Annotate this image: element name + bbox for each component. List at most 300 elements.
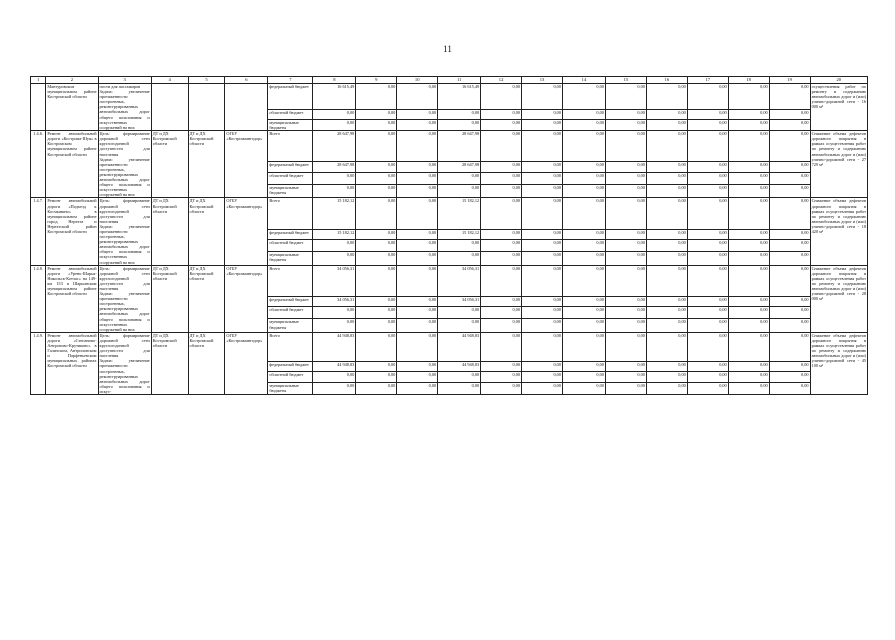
amount-cell: 0,00 [481, 382, 522, 394]
column-number: 19 [769, 77, 810, 84]
amount-cell: 0,00 [562, 240, 605, 252]
amount-cell: 0,00 [769, 332, 810, 361]
amount-cell: 44 948,83 [438, 361, 481, 371]
amount-cell: 0,00 [313, 120, 356, 131]
amount-cell: 0,00 [397, 240, 438, 252]
amount-cell: 0,00 [522, 307, 563, 319]
amount-cell: 0,00 [562, 371, 605, 382]
amount-cell: 0,00 [769, 162, 810, 173]
amount-cell: 0,00 [356, 198, 397, 229]
amount-cell: 0,00 [646, 332, 687, 361]
amount-cell: 0,00 [313, 382, 356, 394]
amount-cell: 0,00 [481, 131, 522, 162]
amount-cell: 0,00 [438, 110, 481, 120]
amount-cell: 0,00 [522, 131, 563, 162]
amount-cell: 0,00 [481, 240, 522, 252]
amount-cell: 0,00 [728, 252, 769, 265]
funding-source: областной бюджет [268, 110, 313, 120]
amount-cell: 0,00 [646, 131, 687, 162]
amount-cell: 0,00 [769, 371, 810, 382]
column-number: 16 [646, 77, 687, 84]
amount-cell: 16 615,49 [438, 84, 481, 110]
amount-cell: 0,00 [397, 162, 438, 173]
funding-source: Всего [268, 198, 313, 229]
participant-cell: ОГБУ «Костромаавтодор» [225, 198, 268, 265]
amount-cell: 0,00 [522, 382, 563, 394]
table-row [31, 84, 868, 110]
funding-source: Всего [268, 332, 313, 361]
amount-cell: 0,00 [728, 120, 769, 131]
amount-cell: 0,00 [313, 319, 356, 332]
amount-cell: 0,00 [687, 198, 728, 229]
amount-cell: 0,00 [605, 229, 646, 240]
amount-cell: 0,00 [356, 173, 397, 185]
column-number: 13 [522, 77, 563, 84]
amount-cell: 0,00 [687, 131, 728, 162]
amount-cell: 0,00 [356, 229, 397, 240]
amount-cell: 0,00 [728, 185, 769, 198]
amount-cell: 44 948,83 [438, 332, 481, 361]
amount-cell: 0,00 [313, 173, 356, 185]
amount-cell: 0,00 [769, 131, 810, 162]
amount-cell: 0,00 [769, 240, 810, 252]
item-number-cell: 1.4.8. [31, 265, 46, 332]
column-number: 17 [687, 77, 728, 84]
goal-text: Цель: формирование дорожной сети круглогодичной доступности для населения [99, 332, 150, 359]
amount-cell: 0,00 [646, 296, 687, 307]
amount-cell: 0,00 [397, 173, 438, 185]
amount-cell: 0,00 [522, 84, 563, 110]
amount-cell: 0,00 [356, 185, 397, 198]
amount-cell: 0,00 [769, 84, 810, 110]
amount-cell: 0,00 [646, 229, 687, 240]
funding-source: областной бюджет [268, 371, 313, 382]
column-number: 10 [397, 77, 438, 84]
amount-cell: 0,00 [562, 131, 605, 162]
coexecutor-cell: ДТ и ДХ Костромской области [188, 131, 225, 198]
amount-cell: 0,00 [562, 307, 605, 319]
amount-cell: 0,00 [605, 240, 646, 252]
amount-cell: 0,00 [397, 84, 438, 110]
amount-cell: 0,00 [605, 198, 646, 229]
amount-cell: 0,00 [481, 319, 522, 332]
task-text: Задача: увеличение протяженности построенных, реконструированных автомобильных дорог общего пользования и искусственных сооружений на них [99, 156, 150, 198]
amount-cell: 0,00 [769, 307, 810, 319]
amount-cell: 0,00 [562, 332, 605, 361]
column-number: 9 [356, 77, 397, 84]
goal-task-cell [98, 131, 151, 198]
amount-cell: 0,00 [605, 252, 646, 265]
amount-cell: 0,00 [728, 319, 769, 332]
amount-cell: 0,00 [728, 265, 769, 296]
item-name-cell: Ремонт автомобильной дороги «Урень-Шарья-Никольск-Котлас» на 149-км 153 в Шарьинском муниципальном районе Костромской области [46, 265, 98, 332]
result-cell: осуществления работ по ремонту и содержанию автомобильных дорог и (или) улично-дорожной сети - 16 000 м² [810, 84, 867, 131]
amount-cell: 0,00 [438, 240, 481, 252]
amount-cell: 0,00 [728, 131, 769, 162]
amount-cell: 0,00 [769, 252, 810, 265]
amount-cell: 0,00 [728, 382, 769, 394]
amount-cell: 0,00 [522, 185, 563, 198]
amount-cell: 0,00 [646, 382, 687, 394]
column-number: 4 [151, 77, 188, 84]
amount-cell: 0,00 [522, 332, 563, 361]
amount-cell: 0,00 [562, 296, 605, 307]
amount-cell: 0,00 [728, 173, 769, 185]
amount-cell: 0,00 [522, 173, 563, 185]
amount-cell: 0,00 [562, 265, 605, 296]
amount-cell: 0,00 [522, 110, 563, 120]
amount-cell: 0,00 [646, 307, 687, 319]
amount-cell: 0,00 [687, 265, 728, 296]
amount-cell: 0,00 [605, 332, 646, 361]
amount-cell: 0,00 [481, 84, 522, 110]
amount-cell: 0,00 [687, 296, 728, 307]
amount-cell: 0,00 [687, 307, 728, 319]
goal-text: пости для пассажиров [99, 84, 141, 89]
amount-cell: 0,00 [522, 229, 563, 240]
amount-cell: 15 182,12 [313, 198, 356, 229]
amount-cell: 0,00 [605, 296, 646, 307]
funding-source: муниципальные бюджеты [268, 319, 313, 332]
goal-task-cell [98, 198, 151, 265]
amount-cell: 28 647,98 [438, 162, 481, 173]
amount-cell: 0,00 [356, 296, 397, 307]
program-table [30, 76, 868, 395]
amount-cell: 0,00 [313, 252, 356, 265]
goal-text: Цель: формирование дорожной сети круглогодичной доступности для населения [99, 131, 150, 157]
amount-cell: 0,00 [687, 319, 728, 332]
goal-task-cell [98, 84, 151, 131]
amount-cell: 44 948,83 [313, 332, 356, 361]
responsible-cell: ДТ и ДХ Костромской области [151, 198, 188, 265]
amount-cell: 0,00 [356, 332, 397, 361]
amount-cell: 0,00 [769, 361, 810, 371]
column-number: 8 [313, 77, 356, 84]
amount-cell: 0,00 [481, 332, 522, 361]
amount-cell: 0,00 [605, 173, 646, 185]
column-number: 20 [810, 77, 867, 84]
item-number-cell [31, 84, 46, 131]
amount-cell: 0,00 [313, 110, 356, 120]
item-name-cell: Ремонт автомобильной дороги «Кострома-Шуя» в Костромском муниципальном районе Костромской области [46, 131, 98, 198]
amount-cell: 0,00 [687, 173, 728, 185]
table-row [31, 131, 868, 162]
column-number: 15 [605, 77, 646, 84]
amount-cell: 0,00 [646, 162, 687, 173]
amount-cell: 0,00 [562, 110, 605, 120]
amount-cell: 0,00 [562, 361, 605, 371]
amount-cell: 0,00 [605, 110, 646, 120]
amount-cell: 0,00 [646, 240, 687, 252]
amount-cell: 0,00 [481, 252, 522, 265]
amount-cell: 0,00 [562, 198, 605, 229]
item-name-cell: Ремонт автомобильной дороги «Подъезд к Космынино» в муниципальном районе город Нерехта и Нерехтский район Костромской области [46, 198, 98, 265]
funding-source: муниципальные бюджеты [268, 185, 313, 198]
funding-source: муниципальные бюджеты [268, 120, 313, 131]
table-row [31, 332, 868, 361]
amount-cell: 0,00 [356, 382, 397, 394]
coexecutor-cell: ДТ и ДХ Костромской области [188, 265, 225, 332]
amount-cell: 0,00 [522, 198, 563, 229]
amount-cell: 0,00 [687, 229, 728, 240]
amount-cell: 0,00 [522, 319, 563, 332]
amount-cell: 0,00 [481, 162, 522, 173]
amount-cell: 0,00 [769, 296, 810, 307]
amount-cell: 0,00 [646, 185, 687, 198]
item-name-cell: Мантуровском муниципальном районе Костромской области [46, 84, 98, 131]
amount-cell: 0,00 [313, 307, 356, 319]
amount-cell: 0,00 [356, 120, 397, 131]
amount-cell: 0,00 [728, 371, 769, 382]
amount-cell: 28 647,98 [313, 131, 356, 162]
amount-cell: 28 647,98 [438, 131, 481, 162]
item-number-cell: 1.4.7. [31, 198, 46, 265]
amount-cell: 0,00 [397, 382, 438, 394]
amount-cell: 0,00 [562, 185, 605, 198]
amount-cell: 0,00 [605, 131, 646, 162]
responsible-cell: ДТ и ДХ Костромской области [151, 332, 188, 394]
task-text: Задача: увеличение протяженности построенных, реконструированных автомобильных дорог общего пользования и искусственных сооружений на них [99, 291, 150, 332]
amount-cell: 34 056,31 [313, 296, 356, 307]
amount-cell: 0,00 [522, 120, 563, 131]
amount-cell: 0,00 [769, 110, 810, 120]
amount-cell: 0,00 [397, 198, 438, 229]
column-number: 14 [562, 77, 605, 84]
amount-cell: 0,00 [769, 120, 810, 131]
column-number-row [31, 77, 868, 84]
responsible-cell: ДТ и ДХ Костромской области [151, 265, 188, 332]
goal-task-cell [98, 265, 151, 332]
amount-cell: 0,00 [481, 361, 522, 371]
amount-cell: 0,00 [605, 120, 646, 131]
amount-cell: 0,00 [397, 120, 438, 131]
column-number: 11 [438, 77, 481, 84]
participant-cell: ОГБУ «Костромаавтодор» [225, 131, 268, 198]
responsible-cell [151, 84, 188, 131]
amount-cell: 0,00 [605, 162, 646, 173]
amount-cell: 0,00 [481, 110, 522, 120]
amount-cell: 0,00 [356, 84, 397, 110]
task-text: Задача: увеличение протяженности построенных, реконструированных автомобильных дорог общего пользования и искусственных сооружений на них [99, 223, 150, 265]
amount-cell: 0,00 [522, 296, 563, 307]
amount-cell: 0,00 [313, 371, 356, 382]
amount-cell: 0,00 [687, 120, 728, 131]
amount-cell: 0,00 [397, 185, 438, 198]
column-number: 3 [98, 77, 151, 84]
funding-source: федеральный бюджет [268, 361, 313, 371]
funding-source: областной бюджет [268, 173, 313, 185]
result-cell: Снижение объема дефектов дорожного покрытия в рамках осуществления работ по ремонту и содержанию автомобильных дорог и (или) улично-дорожной сети - 18 420 м² [810, 198, 867, 265]
amount-cell: 0,00 [438, 371, 481, 382]
amount-cell: 0,00 [646, 361, 687, 371]
amount-cell: 0,00 [687, 84, 728, 110]
amount-cell: 0,00 [728, 361, 769, 371]
amount-cell: 0,00 [687, 185, 728, 198]
amount-cell: 34 056,31 [438, 265, 481, 296]
coexecutor-cell: ДТ и ДХ Костромской области [188, 198, 225, 265]
result-cell: Снижение объема дефектов дорожного покрытия в рамках осуществления работ по ремонту и содержанию автомобильных дорог и (или) улично-дорожной сети - 28 000 м² [810, 265, 867, 332]
amount-cell: 0,00 [522, 162, 563, 173]
amount-cell: 0,00 [397, 110, 438, 120]
result-cell: Снижение объема дефектов дорожного покрытия в рамках осуществления работ по ремонту и содержанию автомобильных дорог и (или) улично-дорожной сети - 27 729 м² [810, 131, 867, 198]
amount-cell: 15 182,12 [438, 198, 481, 229]
amount-cell: 0,00 [438, 252, 481, 265]
amount-cell: 0,00 [562, 173, 605, 185]
amount-cell: 0,00 [605, 185, 646, 198]
amount-cell: 0,00 [687, 252, 728, 265]
participant-cell: ОГБУ «Костромаавтодор» [225, 265, 268, 332]
amount-cell: 0,00 [356, 307, 397, 319]
funding-source: областной бюджет [268, 240, 313, 252]
amount-cell: 0,00 [562, 84, 605, 110]
coexecutor-cell: ДТ и ДХ Костромской области [188, 332, 225, 394]
amount-cell: 0,00 [438, 307, 481, 319]
amount-cell: 0,00 [769, 229, 810, 240]
amount-cell: 0,00 [356, 361, 397, 371]
amount-cell: 0,00 [728, 84, 769, 110]
amount-cell: 0,00 [438, 185, 481, 198]
amount-cell: 0,00 [522, 240, 563, 252]
amount-cell: 28 647,98 [313, 162, 356, 173]
amount-cell: 0,00 [728, 332, 769, 361]
amount-cell: 15 182,12 [438, 229, 481, 240]
amount-cell: 0,00 [605, 361, 646, 371]
amount-cell: 0,00 [313, 185, 356, 198]
funding-source: федеральный бюджет [268, 229, 313, 240]
funding-source: Всего [268, 265, 313, 296]
amount-cell: 0,00 [313, 240, 356, 252]
funding-source: Всего [268, 131, 313, 162]
amount-cell: 0,00 [481, 185, 522, 198]
funding-source: федеральный бюджет [268, 84, 313, 110]
amount-cell: 0,00 [562, 229, 605, 240]
amount-cell: 0,00 [728, 110, 769, 120]
amount-cell: 0,00 [605, 84, 646, 110]
table-row [31, 198, 868, 229]
amount-cell: 0,00 [646, 371, 687, 382]
item-name-cell: Ремонт автомобильной дороги «Степаново-Антропово-Крутиково» в Галичском, Антроповском и Парфеньевском муниципальных районах Костромской области [46, 332, 98, 394]
amount-cell: 0,00 [397, 332, 438, 361]
funding-source: муниципальные бюджеты [268, 382, 313, 394]
amount-cell: 0,00 [769, 198, 810, 229]
responsible-cell: ДТ и ДХ Костромской области [151, 131, 188, 198]
amount-cell: 0,00 [438, 120, 481, 131]
amount-cell: 0,00 [728, 296, 769, 307]
amount-cell: 0,00 [438, 382, 481, 394]
amount-cell: 0,00 [397, 229, 438, 240]
goal-text: Цель: формирование дорожной сети круглогодичной доступности для населения [99, 265, 150, 291]
amount-cell: 0,00 [769, 382, 810, 394]
column-number: 2 [46, 77, 98, 84]
amount-cell: 0,00 [356, 131, 397, 162]
amount-cell: 0,00 [522, 371, 563, 382]
table-row [31, 265, 868, 296]
amount-cell: 0,00 [769, 173, 810, 185]
page-number: 11 [443, 44, 452, 54]
amount-cell: 0,00 [481, 296, 522, 307]
amount-cell: 0,00 [687, 361, 728, 371]
amount-cell: 0,00 [397, 131, 438, 162]
amount-cell: 0,00 [605, 371, 646, 382]
amount-cell: 0,00 [397, 371, 438, 382]
amount-cell: 0,00 [646, 173, 687, 185]
amount-cell: 0,00 [687, 110, 728, 120]
amount-cell: 0,00 [728, 240, 769, 252]
amount-cell: 0,00 [562, 319, 605, 332]
column-number: 7 [268, 77, 313, 84]
amount-cell: 0,00 [728, 198, 769, 229]
amount-cell: 0,00 [397, 307, 438, 319]
amount-cell: 0,00 [728, 162, 769, 173]
amount-cell: 0,00 [605, 307, 646, 319]
amount-cell: 0,00 [562, 120, 605, 131]
amount-cell: 0,00 [687, 240, 728, 252]
amount-cell: 0,00 [481, 198, 522, 229]
amount-cell: 0,00 [438, 319, 481, 332]
amount-cell: 0,00 [438, 173, 481, 185]
amount-cell: 0,00 [646, 120, 687, 131]
amount-cell: 0,00 [397, 296, 438, 307]
column-number: 5 [188, 77, 225, 84]
amount-cell: 0,00 [646, 265, 687, 296]
amount-cell: 0,00 [562, 162, 605, 173]
result-cell: Снижение объема дефектов дорожного покрытия в рамках осуществления работ по ремонту и содержанию автомобильных дорог и (или) улично-дорожной сети - 45 100 м² [810, 332, 867, 394]
amount-cell: 0,00 [646, 198, 687, 229]
amount-cell: 0,00 [356, 319, 397, 332]
amount-cell: 44 948,83 [313, 361, 356, 371]
amount-cell: 0,00 [481, 229, 522, 240]
amount-cell: 0,00 [646, 110, 687, 120]
amount-cell: 0,00 [605, 319, 646, 332]
amount-cell: 0,00 [687, 162, 728, 173]
column-number: 6 [225, 77, 268, 84]
amount-cell: 0,00 [356, 162, 397, 173]
amount-cell: 0,00 [356, 110, 397, 120]
funding-source: муниципальные бюджеты [268, 252, 313, 265]
amount-cell: 0,00 [397, 319, 438, 332]
amount-cell: 0,00 [356, 252, 397, 265]
column-number: 1 [31, 77, 46, 84]
amount-cell: 0,00 [769, 185, 810, 198]
item-number-cell: 1.4.6. [31, 131, 46, 198]
amount-cell: 0,00 [687, 332, 728, 361]
goal-text: Цель: формирование дорожной сети круглогодичной доступности для населения [99, 198, 150, 224]
amount-cell: 0,00 [562, 382, 605, 394]
amount-cell: 0,00 [397, 265, 438, 296]
amount-cell: 0,00 [769, 319, 810, 332]
amount-cell: 0,00 [356, 240, 397, 252]
amount-cell: 16 615,49 [313, 84, 356, 110]
amount-cell: 0,00 [728, 307, 769, 319]
column-number: 18 [728, 77, 769, 84]
amount-cell: 0,00 [646, 319, 687, 332]
amount-cell: 15 182,12 [313, 229, 356, 240]
amount-cell: 0,00 [356, 371, 397, 382]
amount-cell: 0,00 [562, 252, 605, 265]
amount-cell: 0,00 [687, 371, 728, 382]
participant-cell [225, 84, 268, 131]
amount-cell: 0,00 [481, 173, 522, 185]
amount-cell: 0,00 [397, 361, 438, 371]
amount-cell: 0,00 [481, 120, 522, 131]
amount-cell: 0,00 [646, 84, 687, 110]
amount-cell: 0,00 [481, 265, 522, 296]
amount-cell: 0,00 [687, 382, 728, 394]
amount-cell: 0,00 [397, 252, 438, 265]
amount-cell: 34 056,31 [313, 265, 356, 296]
task-text: Задача: увеличение протяженности построенных, реконструированных автомобильных дорог общего пользования и искусственных сооружений на них [99, 89, 150, 130]
amount-cell: 0,00 [605, 265, 646, 296]
